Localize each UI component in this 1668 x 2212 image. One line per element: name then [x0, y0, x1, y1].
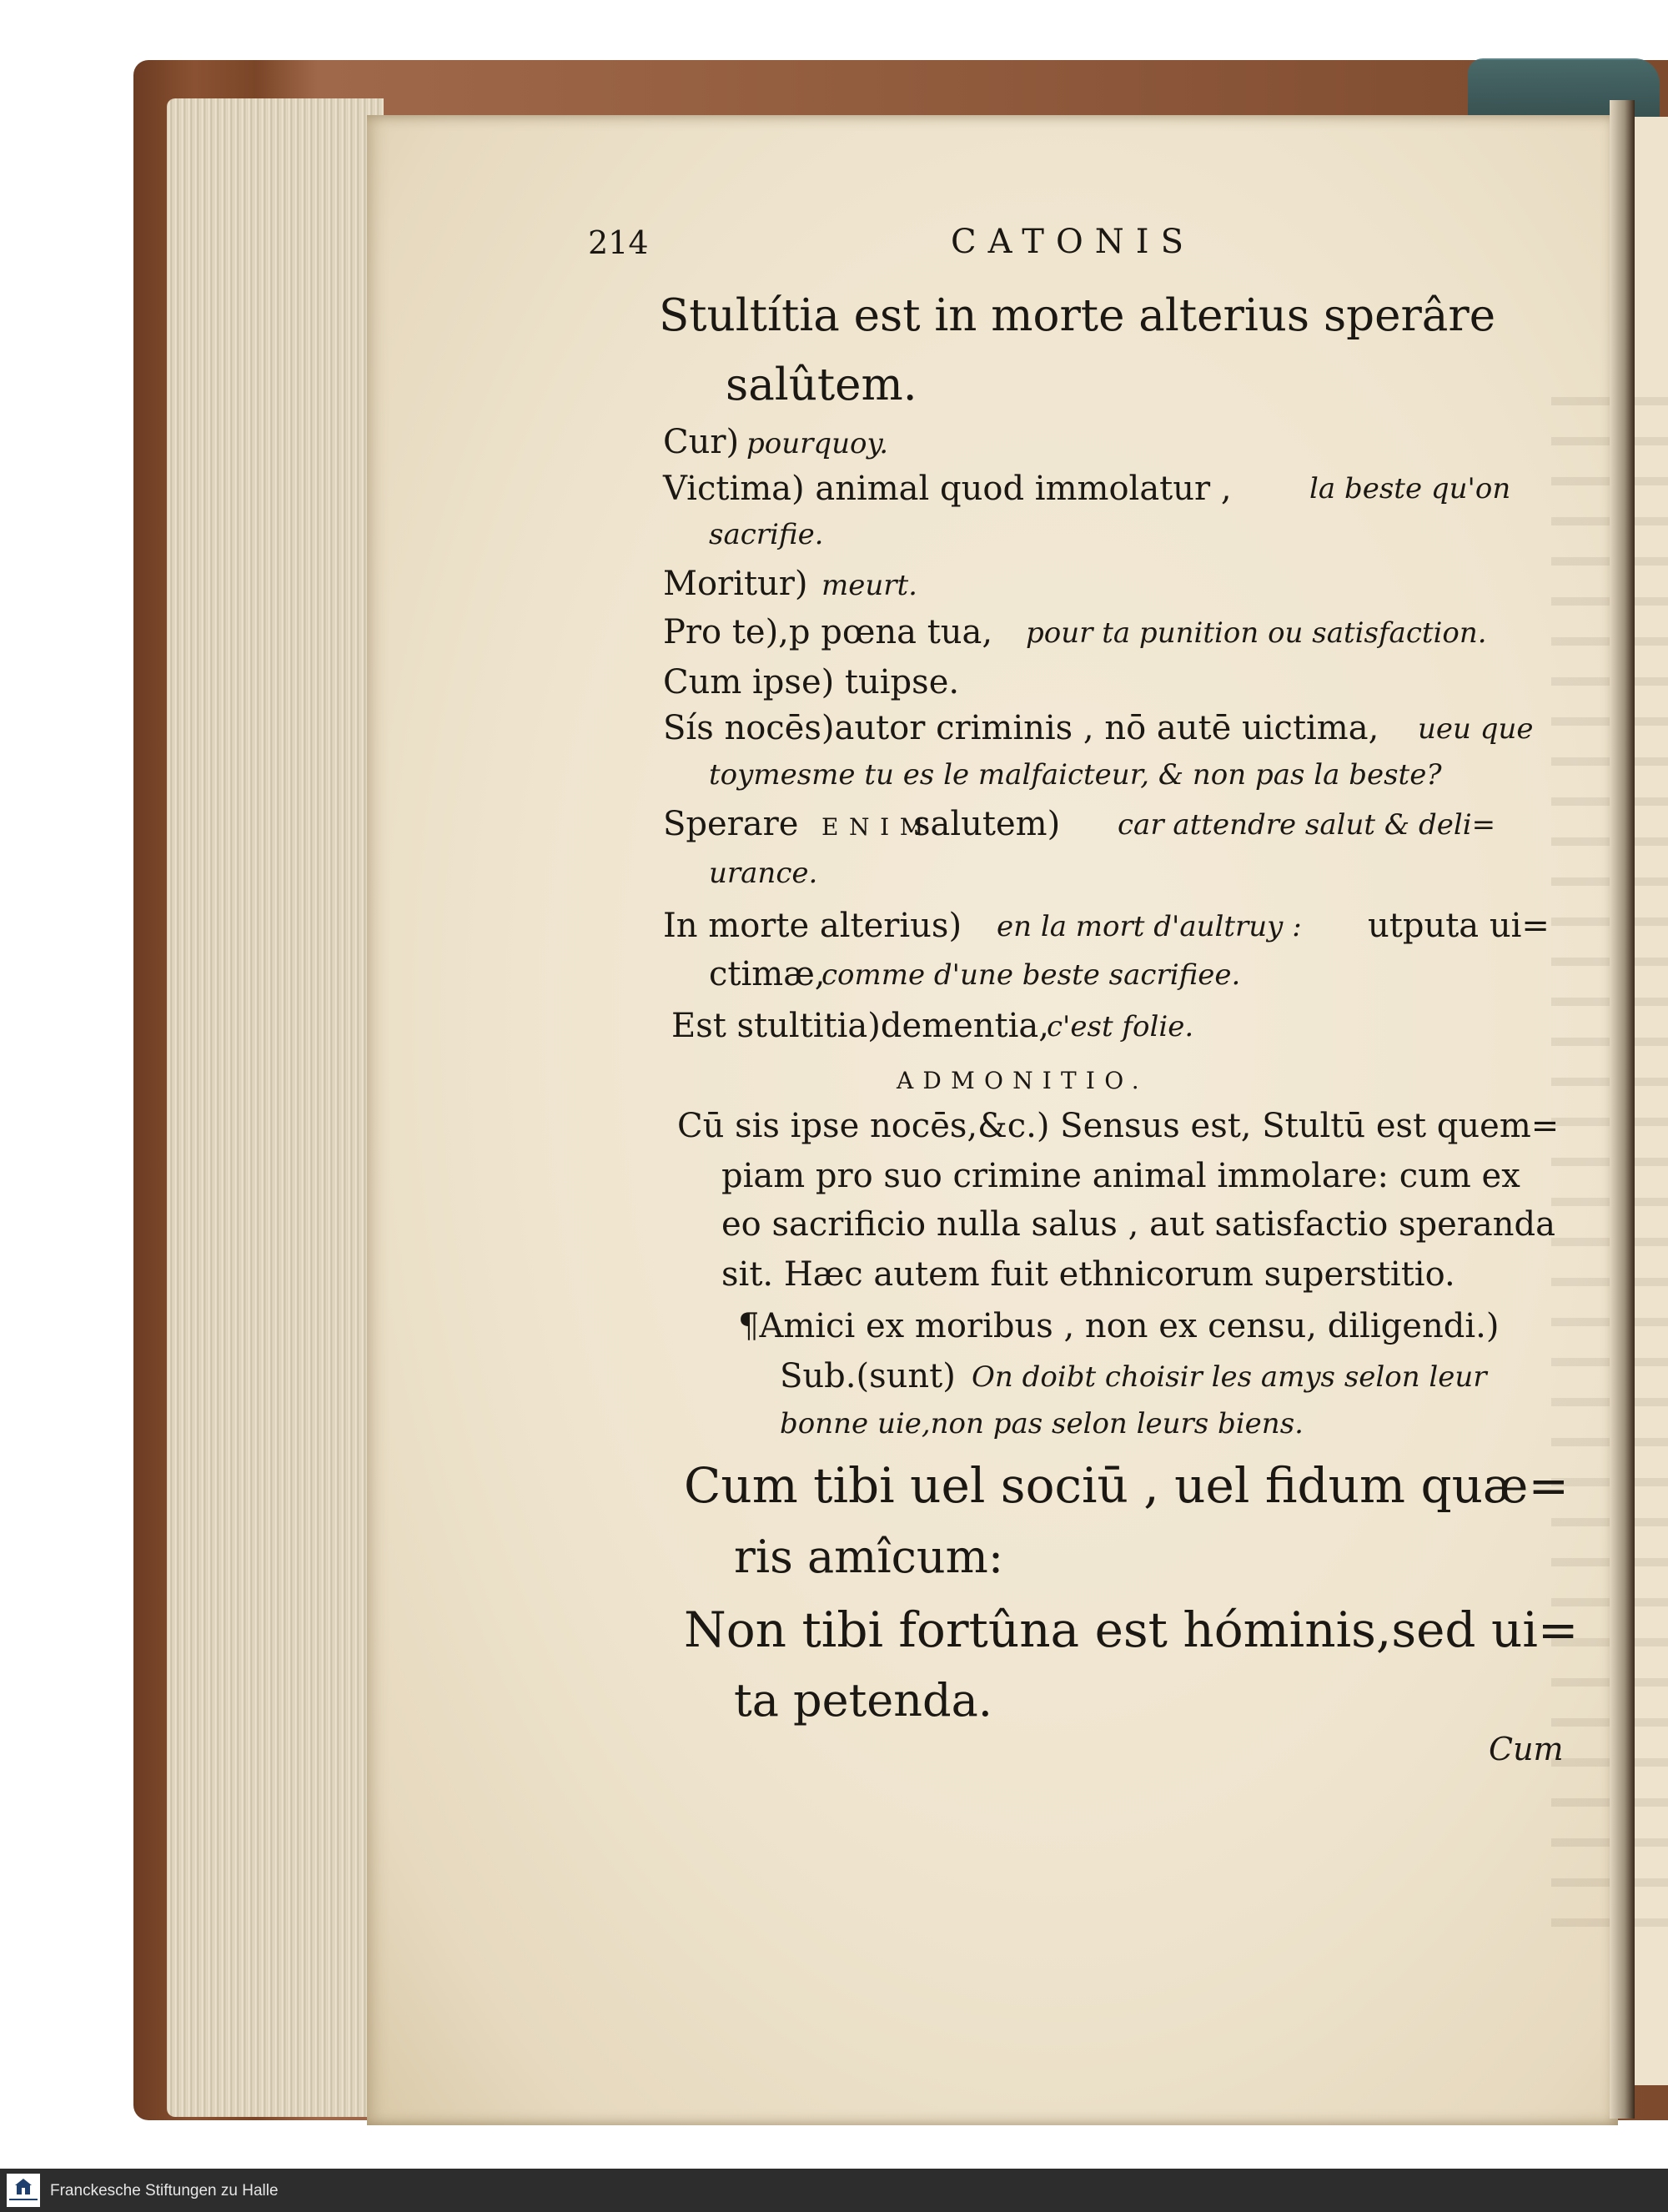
verse-line: ris amîcum: — [734, 1531, 1004, 1583]
gloss-french: comme d'une beste sacrifiee. — [821, 958, 1241, 992]
gloss-french: car attendre salut & deli= — [1118, 808, 1496, 842]
gloss-french: bonne uie,non pas selon leurs biens. — [780, 1407, 1304, 1440]
gloss-french: c'est folie. — [1047, 1010, 1194, 1043]
gloss-french: pour ta punition ou satisfaction. — [1026, 616, 1487, 650]
amici-line: ¶Amici ex moribus , non ex censu, diligendi.) — [738, 1307, 1500, 1345]
gloss-lemma: In morte alterius) — [663, 907, 962, 945]
gloss-french: meurt. — [821, 569, 917, 602]
admonitio-line: Cū sis ipse nocēs,&c.) Sensus est, Stultū est quem= — [677, 1107, 1560, 1145]
admonitio-line: piam pro suo crimine animal immolare: cum ex — [721, 1157, 1520, 1195]
book-gutter — [1610, 100, 1635, 2119]
gloss-french: la beste qu'on — [1309, 472, 1511, 505]
gloss-lemma: Sís nocēs)autor criminis , nō autē uictima, — [663, 709, 1379, 747]
gloss-line: utputa ui= — [1368, 907, 1550, 945]
gloss-lemma: Cur) — [663, 423, 740, 461]
gloss-lemma: Sperare — [663, 805, 799, 843]
running-head: CATONIS — [951, 223, 1195, 261]
verse-line: Cum tibi uel sociū , uel fidum quæ= — [684, 1457, 1570, 1514]
gloss-french: sacrifie. — [709, 518, 824, 551]
gloss-line: Cum ipse) tuipse. — [663, 663, 960, 701]
admonitio-line: sit. Hæc autem fuit ethnicorum superstitio. — [721, 1255, 1455, 1294]
page-edges — [167, 98, 384, 2117]
amici-line: Sub.(sunt) — [780, 1357, 956, 1395]
gloss-french: urance. — [709, 857, 818, 890]
institution-name: Franckesche Stiftungen zu Halle — [50, 2182, 279, 2199]
gloss-lemma: Pro te),p pœna tua, — [663, 613, 993, 651]
gloss-french: toymesme tu es le malfaicteur, & non pas la beste? — [709, 758, 1442, 792]
verse-line: Non tibi fortûna est hóminis,sed ui= — [684, 1601, 1579, 1658]
gloss-french: pourquoy. — [746, 427, 889, 460]
gloss-french: ueu que — [1418, 712, 1534, 746]
gloss-french: en la mort d'aultruy : — [997, 910, 1302, 943]
admonitio-line: eo sacrificio nulla salus , aut satisfactio speranda — [721, 1205, 1555, 1244]
gloss-lemma: Moritur) — [663, 565, 808, 603]
verse-line: ta petenda. — [734, 1674, 992, 1727]
franckesche-stiftungen-logo-icon — [7, 2174, 40, 2207]
gloss-lemma: Est stultitia)dementia, — [671, 1007, 1049, 1045]
gloss-lemma: salutem) — [913, 805, 1061, 843]
verse-line: salûtem. — [726, 359, 917, 410]
verse-line: Stultítia est in morte alterius sperâre — [659, 290, 1496, 341]
gloss-french: On doibt choisir les amys selon leur — [972, 1360, 1487, 1394]
section-heading: ADMONITIO. — [897, 1067, 1148, 1094]
page-number: 214 — [588, 224, 649, 261]
gloss-enim: ENIM — [821, 813, 935, 841]
footer-bar — [0, 2169, 1668, 2212]
gloss-lemma: Victima) animal quod immolatur , — [663, 470, 1232, 508]
gloss-line: ctimæ, — [709, 955, 826, 993]
catchword: Cum — [1489, 1731, 1564, 1767]
